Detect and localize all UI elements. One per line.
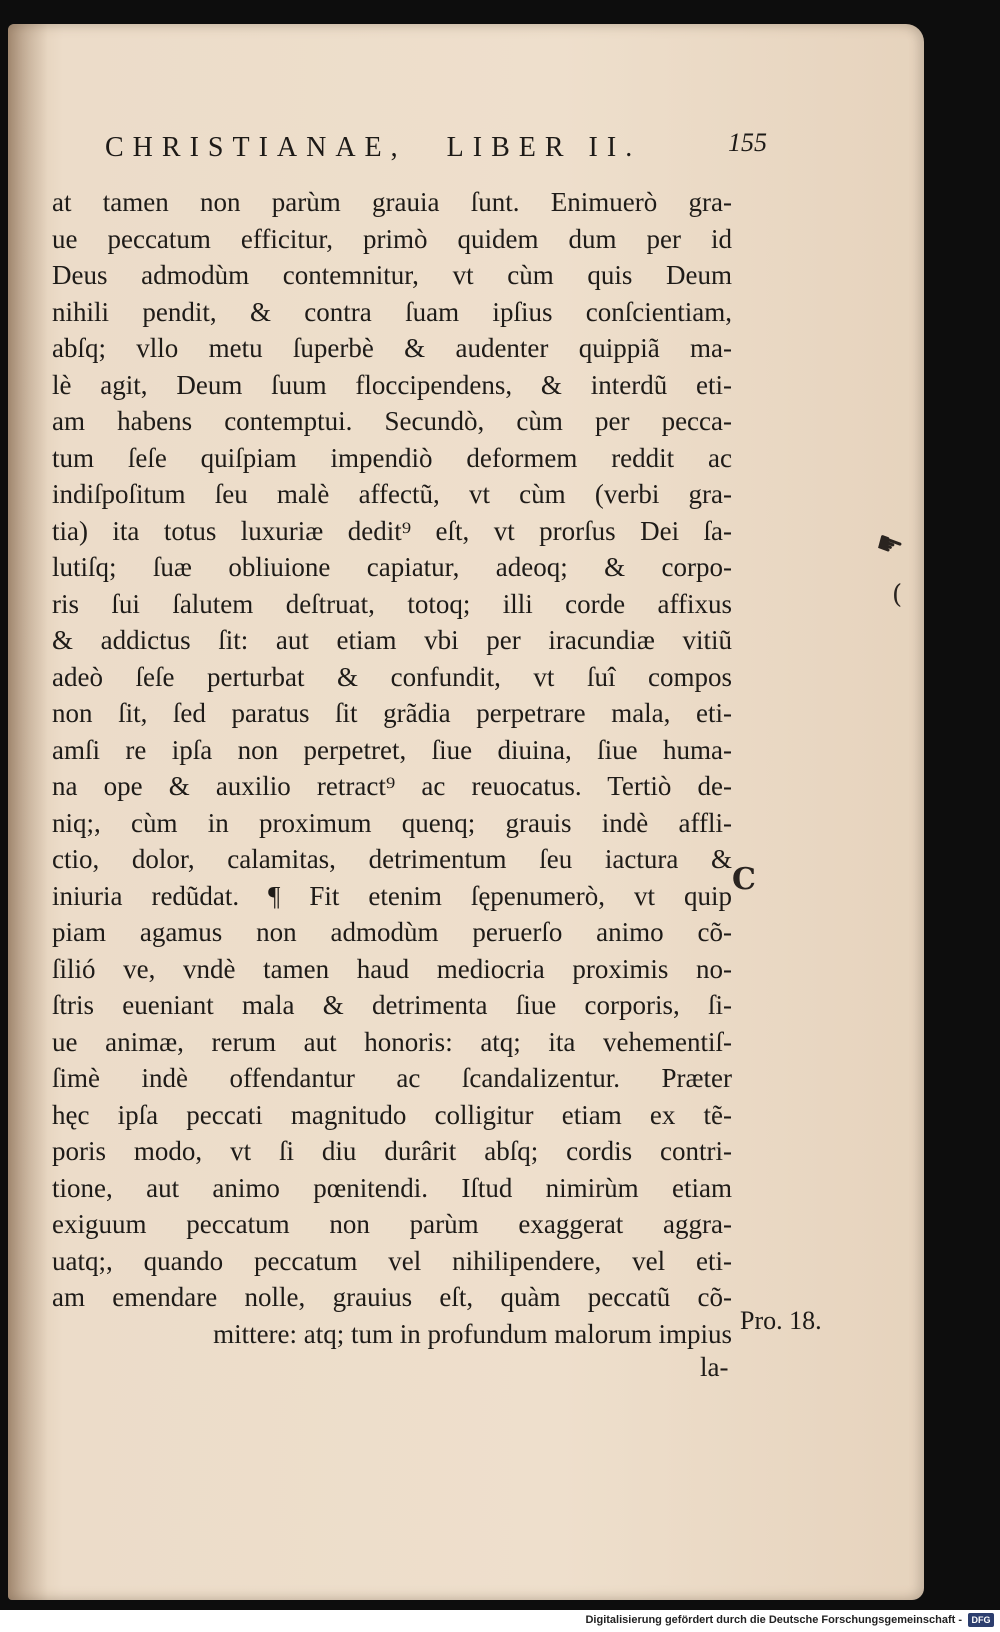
page-number: 155 [728, 128, 767, 157]
margin-bracket-mark: ( [892, 580, 903, 610]
text-line: amſi re ipſa non perpetret, ſiue diuina, ſiue huma- [52, 734, 732, 765]
body-text [52, 184, 732, 1352]
text-line: am habens contemptui. Secundò, cùm per pecca- [52, 406, 732, 436]
running-head-right: LIBER II. [446, 132, 642, 163]
text-line: adeò ſeſe perturbat & confundit, vt ſuî compos [52, 661, 732, 692]
text-line: ue peccatum efficitur, primò quidem dum per id [52, 223, 732, 254]
text-line: ris ſui ſalutem deſtruat, totoq; illi corde affixus [52, 588, 732, 619]
text-line: hęc ipſa peccati magnitudo colligitur etiam ex tẽ- [52, 1099, 732, 1130]
text-line: uatq;, quando peccatum vel nihilipendere, vel eti- [52, 1245, 732, 1276]
margin-note-reference: Pro. 18. [740, 1306, 822, 1335]
text-line: exiguum peccatum non parùm exaggerat aggra- [52, 1209, 732, 1239]
running-head [105, 132, 641, 164]
text-line: ſimè indè offendantur ac ſcandalizentur. Præter [52, 1063, 732, 1093]
text-line: ctio, dolor, calamitas, detrimentum ſeu iactura & [52, 844, 732, 874]
text-line: lè agit, Deum ſuum floccipendens, & interdũ eti- [52, 369, 732, 400]
manicule-mark: ☛ [870, 524, 909, 567]
text-line: nihili pendit, & contra ſuam ipſius conſcientiam, [52, 296, 732, 327]
text-line: lutiſq; ſuæ obliuione capiatur, adeoq; & corpo- [52, 552, 732, 582]
footer-credit: Digitalisierung gefördert durch die Deutsche Forschungsgemeinschaft - [585, 1614, 962, 1626]
text-line: poris modo, vt ſi diu durârit abſq; cordis contri- [52, 1136, 732, 1166]
dfg-logo: DFG [968, 1613, 994, 1627]
text-line: ſtris eueniant mala & detrimenta ſiue corporis, ſi- [52, 990, 732, 1020]
text-line: am emendare nolle, grauius eſt, quàm peccatũ cõ- [52, 1282, 732, 1312]
text-line: Deus admodùm contemnitur, vt cùm quis Deum [52, 260, 732, 290]
text-line: ſilió ve, vndè tamen haud mediocria proximis no- [52, 953, 732, 984]
text-line: tia) ita totus luxuriæ dedit⁹ eſt, vt prorſus Dei ſa- [52, 515, 732, 546]
catchword: la- [700, 1352, 729, 1382]
text-line: at tamen non parùm grauia ſunt. Enimuerò gra- [52, 187, 732, 217]
margin-paragraph-mark: C [732, 862, 756, 897]
text-line: na ope & auxilio retract⁹ ac reuocatus. Tertiò de- [52, 771, 732, 801]
text-line: abſq; vllo metu ſuperbè & audenter quippiã ma- [52, 333, 732, 363]
text-line: indiſpoſitum ſeu malè affectũ, vt cùm (verbi gra- [52, 479, 732, 509]
text-line: ue animæ, rerum aut honoris: atq; ita vehementiſ- [52, 1026, 732, 1057]
text-line: & addictus ſit: aut etiam vbi per iracundiæ vitiũ [52, 625, 732, 655]
text-line: piam agamus non admodùm peruerſo animo cõ- [52, 917, 732, 947]
text-line: niq;, cùm in proximum quenq; grauis indè affli- [52, 807, 732, 838]
text-line: tione, aut animo pœnitendi. Iſtud nimirùm etiam [52, 1172, 732, 1203]
text-line: iniuria redũdat. ¶ Fit etenim ſępenumerò, vt quip [52, 880, 732, 911]
gutter-shadow [8, 24, 48, 1600]
text-line: tum ſeſe quiſpiam impendiò deformem reddit ac [52, 442, 732, 473]
text-line: non ſit, ſed paratus ſit grãdia perpetrare mala, eti- [52, 698, 732, 728]
text-line: mittere: atq; tum in profundum malorum impius [213, 1318, 732, 1349]
running-head-left: CHRISTIANAE, [105, 132, 407, 163]
